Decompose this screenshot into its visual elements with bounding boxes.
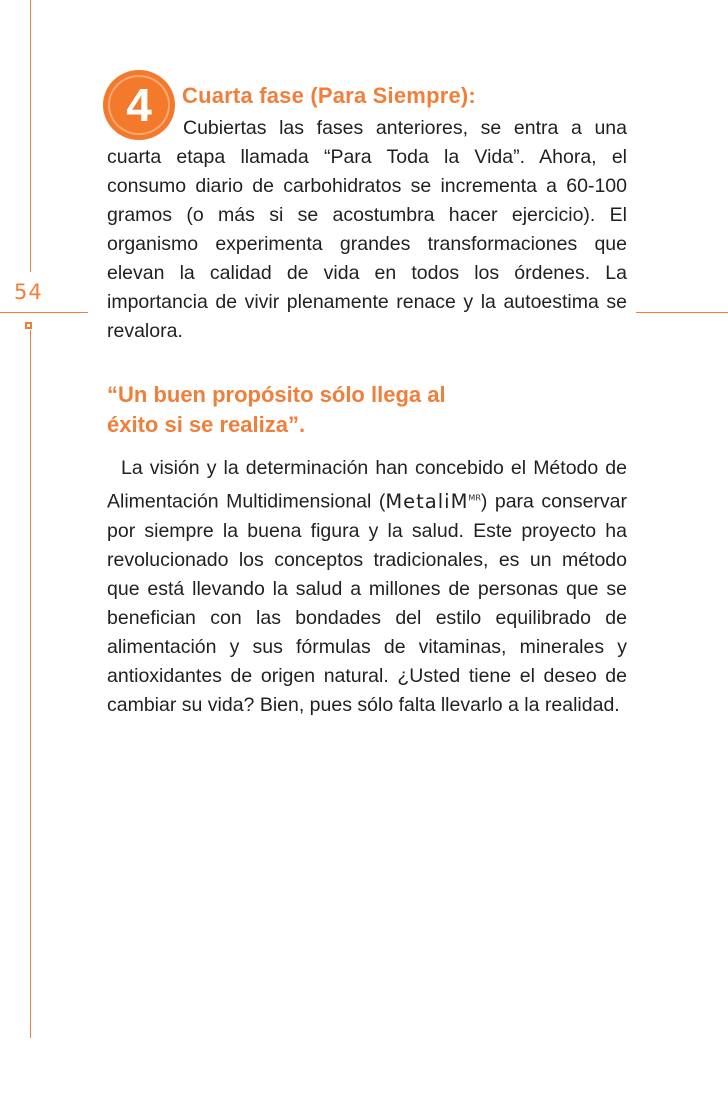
body-paragraph xyxy=(107,454,627,720)
pull-quote xyxy=(107,380,627,440)
page-number: 54 xyxy=(14,280,43,304)
pull-quote-line-1: “Un buen propósito sólo llega al xyxy=(107,382,446,407)
registered-mark: MR xyxy=(468,493,481,502)
section-title: Cuarta fase (Para Siempre): xyxy=(182,83,476,108)
margin-line-bottom xyxy=(30,330,31,1038)
body-text-before-brand: La visión y la determinación han concebido el Método de Alimentación Multidimensional ( xyxy=(107,457,627,513)
horizontal-rule-left xyxy=(0,312,88,313)
pull-quote-line-2: éxito si se realiza”. xyxy=(107,412,306,437)
phase-number: 4 xyxy=(126,79,152,131)
section-paragraph: Cubiertas las fases anteriores, se entra a una cuarta etapa llamada “Para Toda la Vida”. Ahora, el consumo diario de carbohidratos se incrementa a 60-100 gramos (o más si se acostumbra hacer ejercicio). El organismo experimenta grandes transformaciones que elevan la calidad de vida en todos los órdenes. La importancia de vivir plenamente renace y la autoestima se revalora. xyxy=(107,117,627,342)
square-bullet-icon xyxy=(25,322,32,329)
horizontal-rule-right xyxy=(636,312,728,313)
margin-line-top xyxy=(30,0,31,272)
body-text-after-brand: ) para conservar por siempre la buena figura y la salud. Este proyecto ha revolucionado los conceptos tradicionales, es un método que está llevando la salud a millones de personas que se benefician con las bondades del estilo equilibrado de alimentación y sus fórmulas de vitaminas, minerales y antioxidantes de origen natural. ¿Usted tiene el deseo de cambiar su vida? Bien, pues sólo falta llevarlo a la realidad. xyxy=(107,490,627,716)
brand-wordmark: MetaliM xyxy=(385,489,469,513)
brand-name xyxy=(385,490,481,513)
